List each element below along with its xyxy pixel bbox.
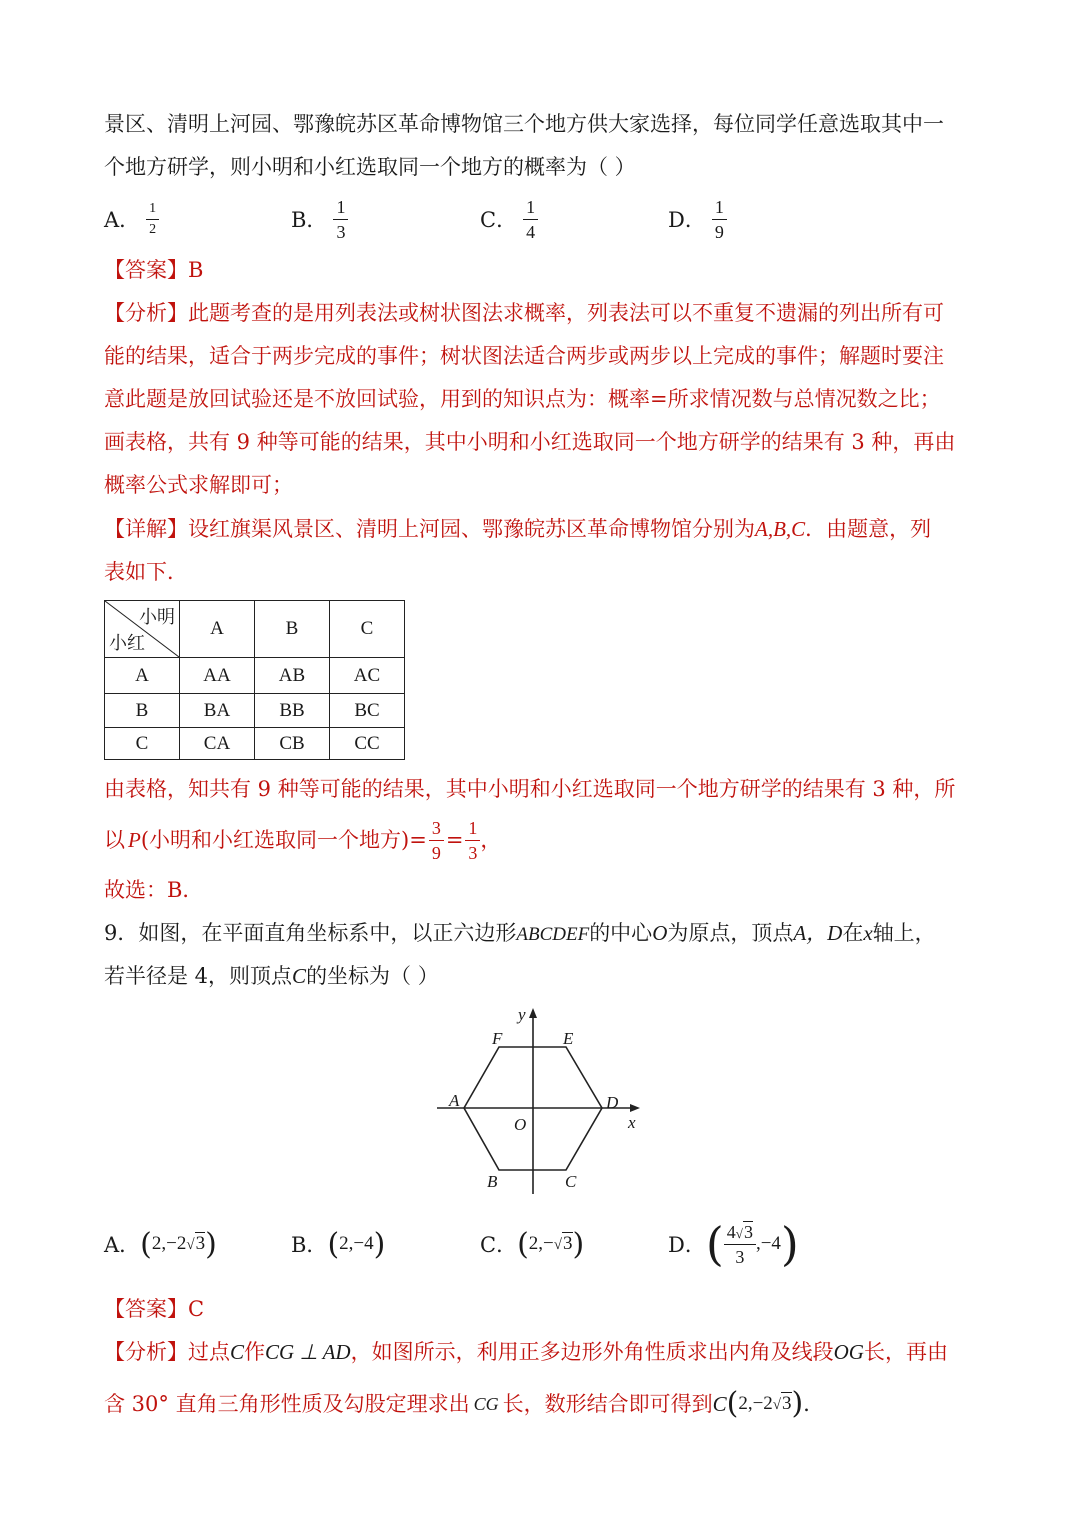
table-col-header: C bbox=[330, 601, 405, 658]
e-label: E bbox=[563, 1029, 574, 1048]
p8-answer: 【答案】B bbox=[104, 258, 204, 282]
p8-conclusion: 故选：B． bbox=[104, 878, 204, 902]
p9-analysis-line2: 含 30° 直角三角形性质及勾股定理求出 CG 长，数形结合即可得到 C ( 2,−2√3 ) ． bbox=[104, 1386, 825, 1421]
p8-detail-line2: 表如下． bbox=[104, 560, 188, 584]
p9-option-c[interactable]: C． ( 2,−√3 ) bbox=[480, 1226, 585, 1262]
table-cell: CA bbox=[180, 728, 255, 760]
hexagon-figure bbox=[432, 1002, 652, 1202]
option-fraction: $\frac{1}{2}$ bbox=[146, 202, 159, 237]
table-row-header: C bbox=[105, 728, 180, 760]
p9-option-d[interactable]: D． ( $\frac{4√3}{3}$ ,−4 ) bbox=[668, 1217, 799, 1271]
table-cell: BA bbox=[180, 694, 255, 728]
d-label: D bbox=[606, 1093, 619, 1112]
option-label: B． bbox=[291, 208, 328, 232]
fraction: $\frac{3}{9}$ bbox=[429, 819, 444, 862]
p8-stem-line1: 景区、清明上河园、鄂豫皖苏区革命博物馆三个地方供大家选择，每位同学任意选取其中一 bbox=[104, 112, 944, 136]
table-cell: BC bbox=[330, 694, 405, 728]
option-fraction: $\frac{1}{3}$ bbox=[333, 198, 348, 241]
p8-option-b[interactable] bbox=[291, 194, 348, 244]
table-cell: BB bbox=[255, 694, 330, 728]
option-label: C． bbox=[480, 208, 518, 232]
b-label: B bbox=[487, 1172, 498, 1191]
corner-top-label: 小明 bbox=[139, 607, 175, 627]
table-cell: AA bbox=[180, 658, 255, 694]
table-cell: AB bbox=[255, 658, 330, 694]
option-label: B． bbox=[291, 1233, 328, 1257]
table-cell: AC bbox=[330, 658, 405, 694]
table-row bbox=[105, 694, 405, 728]
table-row-header: B bbox=[105, 694, 180, 728]
p8-option-a[interactable] bbox=[104, 194, 159, 244]
option-fraction: $\frac{1}{4}$ bbox=[523, 198, 538, 241]
y-axis-arrow bbox=[529, 1008, 537, 1018]
option-label: A． bbox=[104, 208, 141, 232]
p8-analysis-line4: 画表格，共有 9 种等可能的结果，其中小明和小红选取同一个地方研学的结果有 3 种，再由 bbox=[104, 430, 956, 454]
option-label: A． bbox=[104, 1233, 141, 1257]
p9-options bbox=[104, 1212, 984, 1276]
p8-option-c[interactable] bbox=[480, 194, 538, 244]
table-cell: CB bbox=[255, 728, 330, 760]
a-label: A bbox=[449, 1091, 460, 1110]
y-label: y bbox=[518, 1005, 526, 1024]
p9-answer: 【答案】C bbox=[104, 1297, 205, 1321]
table-cell: CC bbox=[330, 728, 405, 760]
p9-stem-line2: 若半径是 4，则顶点C的坐标为（ ） bbox=[104, 964, 439, 988]
option-fraction: $\frac{1}{9}$ bbox=[712, 198, 727, 241]
p9-option-a[interactable]: A． ( 2,−2√3 ) bbox=[104, 1226, 217, 1262]
p8-analysis-line5: 概率公式求解即可； bbox=[104, 473, 293, 497]
p9-option-b[interactable]: B． ( 2,−4 ) bbox=[291, 1226, 386, 1262]
table-row bbox=[105, 728, 405, 760]
p8-analysis-line2: 能的结果，适合于两步完成的事件；树状图法适合两步或两步以上完成的事件；解题时要注 bbox=[104, 344, 944, 368]
p8-option-d[interactable] bbox=[668, 194, 727, 244]
fraction: $\frac{1}{3}$ bbox=[465, 819, 480, 862]
corner-bottom-label: 小红 bbox=[109, 633, 145, 653]
p8-stem-line2: 个地方研学，则小明和小红选取同一个地方的概率为（ ） bbox=[104, 155, 636, 179]
p9-analysis-line1: 【分析】过点C作CG ⊥ AD，如图所示，利用正多边形外角性质求出内角及线段OG长，再由 bbox=[104, 1340, 948, 1364]
option-label: D． bbox=[668, 1233, 706, 1257]
p8-detail-line1: 【详解】设红旗渠风景区、清明上河园、鄂豫皖苏区革命博物馆分别为A,B,C．由题意，列 bbox=[104, 517, 932, 541]
x-axis-arrow bbox=[630, 1104, 640, 1112]
option-label: D． bbox=[668, 208, 706, 232]
option-label: C． bbox=[480, 1233, 518, 1257]
table-corner-cell bbox=[105, 601, 180, 658]
table-header-row bbox=[105, 601, 405, 658]
p9-stem-line1: 9．如图，在平面直角坐标系中，以正六边形ABCDEF的中心O为原点，顶点A，D在x轴上， bbox=[104, 921, 936, 945]
f-label: F bbox=[492, 1029, 503, 1048]
p8-analysis-line3: 意此题是放回试验还是不放回试验，用到的知识点为：概率=所求情况数与总情况数之比； bbox=[104, 387, 941, 411]
c-label: C bbox=[565, 1172, 577, 1191]
table-row bbox=[105, 658, 405, 694]
table-row-header: A bbox=[105, 658, 180, 694]
p8-options bbox=[104, 194, 984, 244]
p8-after-line1: 由表格，知共有 9 种等可能的结果，其中小明和小红选取同一个地方研学的结果有 3 种，所 bbox=[104, 777, 956, 801]
table-col-header: A bbox=[180, 601, 255, 658]
p8-after-line2: 以 P (小明和小红选取同一个地方)= $\frac{3}{9}$ = $\frac{1}{3}$ ， bbox=[104, 817, 502, 863]
x-label: x bbox=[628, 1113, 636, 1132]
p8-analysis-line1: 【分析】此题考查的是用列表法或树状图法求概率，列表法可以不重复不遗漏的列出所有可 bbox=[104, 301, 944, 325]
probability-table bbox=[104, 600, 405, 760]
table-col-header: B bbox=[255, 601, 330, 658]
o-label: O bbox=[514, 1115, 527, 1134]
